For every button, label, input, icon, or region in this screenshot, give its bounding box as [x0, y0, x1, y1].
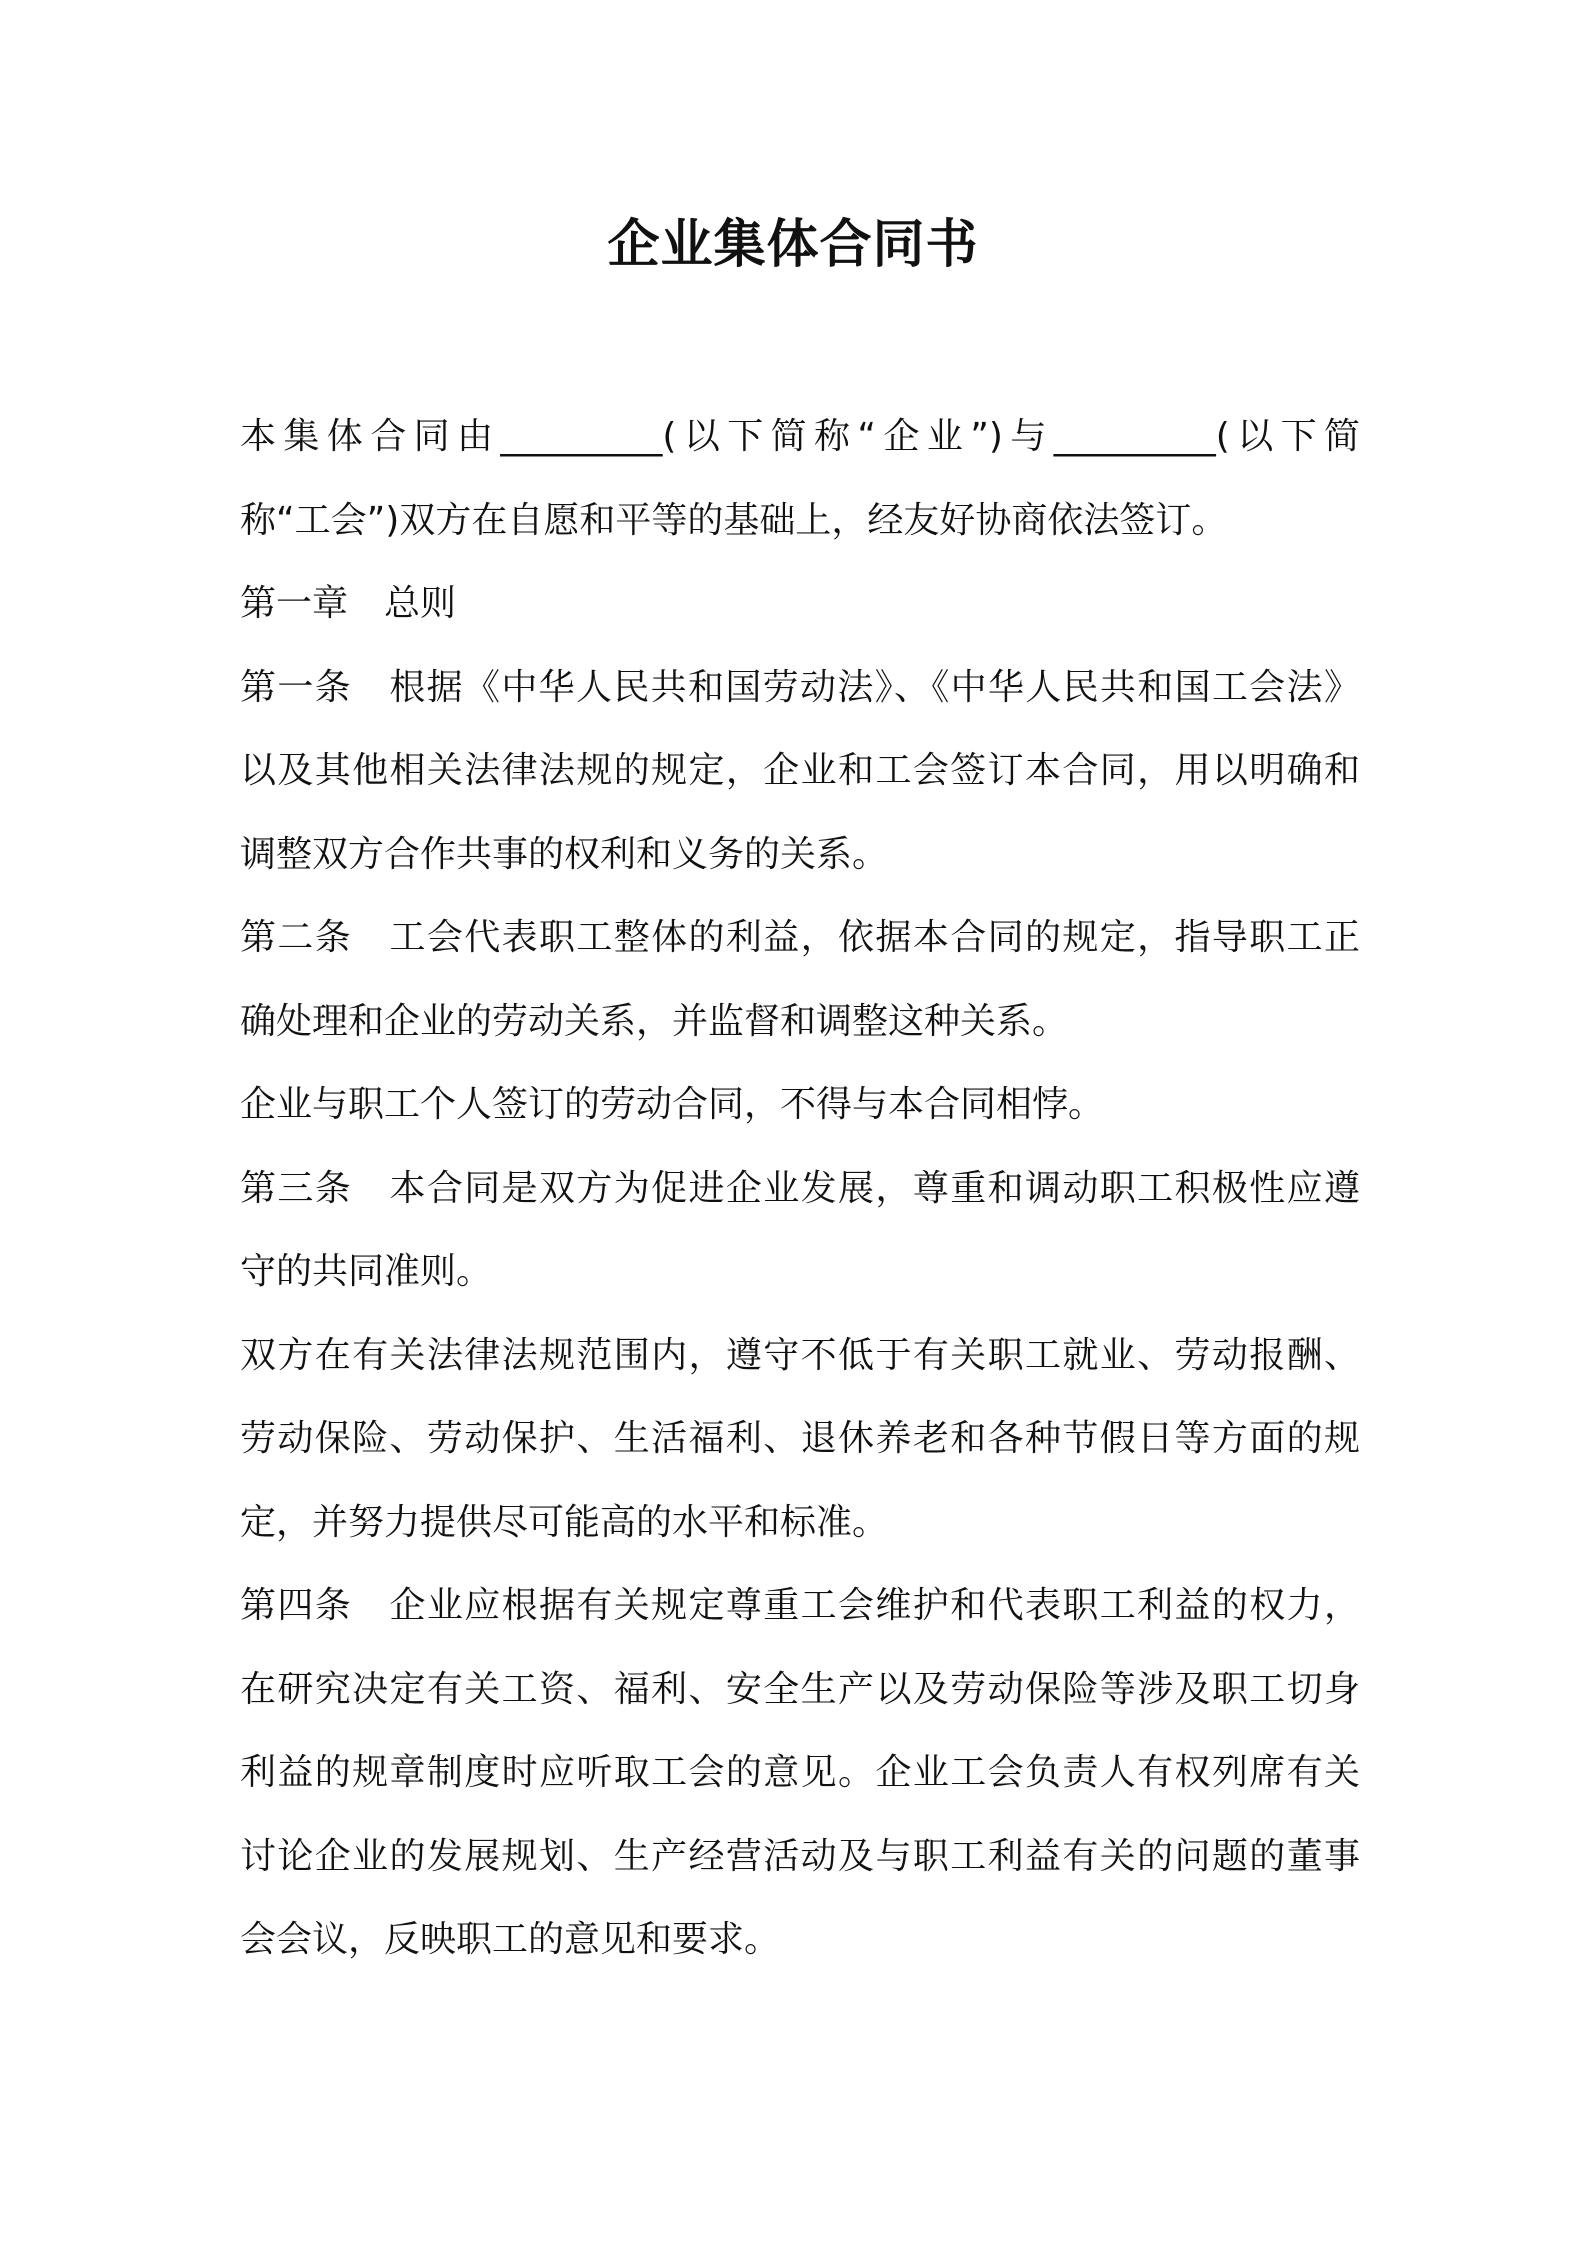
text-line [240, 813, 1360, 897]
text-line [240, 1815, 1360, 1899]
line-text: 利益的规章制度时应听取工会的意见。企业工会负责人有权列席有关 [240, 1752, 1360, 1793]
text-line [240, 1397, 1360, 1481]
line-text: 本合同是双方为促进企业发展，尊重和调动职工积极性应遵 [388, 1167, 1360, 1209]
text-line [240, 1898, 1360, 1982]
text-line [240, 1648, 1360, 1732]
line-text: 根据《中华人民共和国劳动法》、《中华人民共和国工会法》 [388, 666, 1360, 708]
text-line [240, 1564, 1360, 1648]
document-body [240, 395, 1360, 1982]
text-line [240, 479, 1360, 563]
text-line [240, 896, 1360, 980]
document-title: 企业集体合同书 [607, 215, 979, 275]
text-line [240, 395, 1360, 479]
line-text: 总则 [384, 583, 457, 624]
line-text: 会会议，反映职工的意见和要求。 [240, 1919, 781, 1960]
text-line [240, 646, 1360, 730]
line-text: 劳动保险、劳动保护、生活福利、退休养老和各种节假日等方面的规 [240, 1418, 1360, 1459]
text-line [240, 562, 1360, 646]
text-line [240, 980, 1360, 1064]
text-line [240, 1314, 1360, 1398]
line-text: 企业应根据有关规定尊重工会维护和代表职工利益的权力， [388, 1585, 1360, 1626]
line-text: 以及其他相关法律法规的规定，企业和工会签订本合同，用以明确和 [240, 750, 1360, 791]
line-text: 称“工会”)双方在自愿和平等的基础上，经友好协商依法签订。 [240, 499, 1228, 541]
text-line [240, 729, 1360, 813]
line-text: 本集体合同由_________(以下简称“企业”)与_________(以下简 [240, 416, 1360, 457]
text-line [240, 1147, 1360, 1231]
text-line [240, 1731, 1360, 1815]
article-label: 第三条 [240, 1167, 353, 1209]
line-text: 定，并努力提供尽可能高的水平和标准。 [240, 1501, 889, 1543]
text-line [240, 1481, 1360, 1565]
article-label: 第一章 [240, 583, 349, 624]
line-text: 确处理和企业的劳动关系，并监督和调整这种关系。 [240, 1000, 1069, 1042]
text-line [240, 1230, 1360, 1314]
line-text: 企业与职工个人签订的劳动合同，不得与本合同相悖。 [240, 1084, 1105, 1125]
article-label: 第二条 [240, 917, 353, 958]
line-text: 工会代表职工整体的利益，依据本合同的规定，指导职工正 [388, 917, 1360, 958]
text-line [240, 1063, 1360, 1147]
article-label: 第一条 [240, 666, 352, 708]
line-text: 在研究决定有关工资、福利、安全生产以及劳动保险等涉及职工切身 [240, 1668, 1360, 1710]
article-label: 第四条 [240, 1585, 353, 1626]
line-text: 守的共同准则。 [240, 1251, 493, 1292]
line-text: 调整双方合作共事的权利和义务的关系。 [240, 833, 889, 875]
line-text: 双方在有关法律法规范围内，遵守不低于有关职工就业、劳动报酬、 [240, 1334, 1360, 1376]
line-text: 讨论企业的发展规划、生产经营活动及与职工利益有关的问题的董事 [240, 1835, 1360, 1877]
